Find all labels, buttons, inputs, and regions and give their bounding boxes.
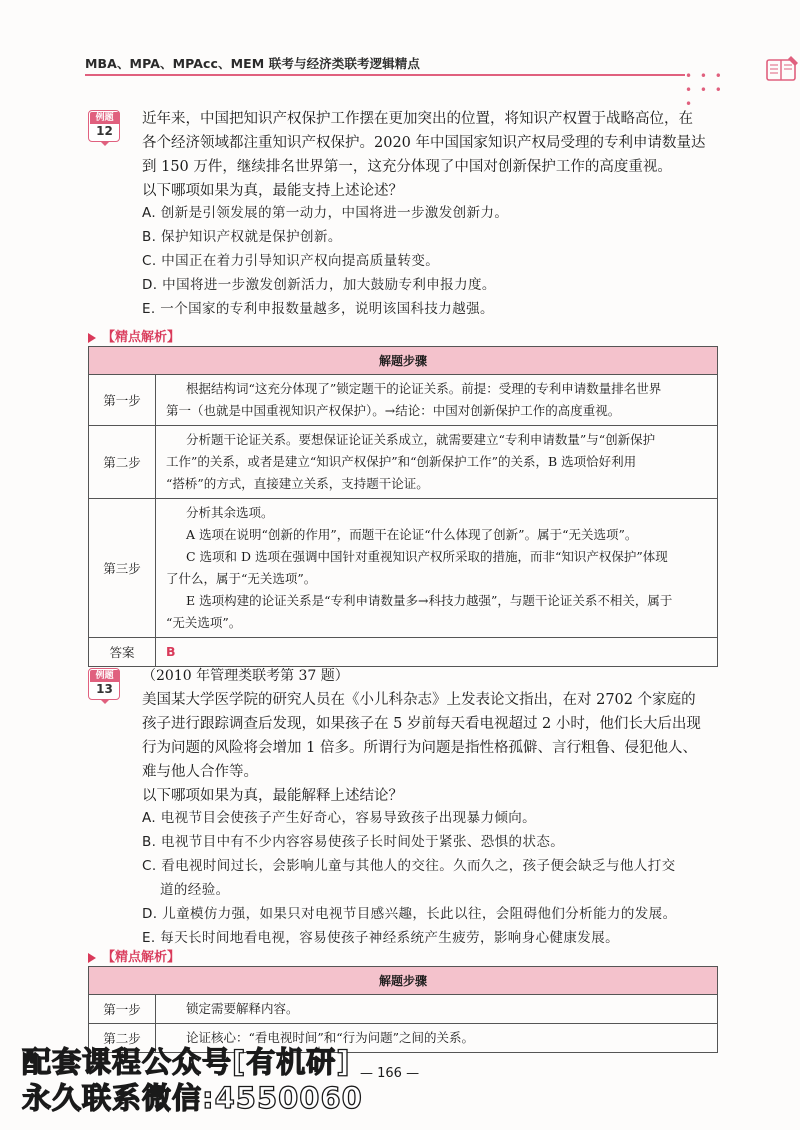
badge-number: 12 — [96, 124, 113, 138]
option-d: D. 中国将进一步激发创新活力，加大鼓励专利申报力度。 — [142, 277, 496, 293]
option-e: E. 一个国家的专利申报数量越多，说明该国科技力越强。 — [142, 301, 494, 317]
step-line: 论证核心：“看电视时间”和“行为问题”之间的关系。 — [186, 1030, 475, 1045]
step-label: 第二步 — [89, 426, 156, 499]
triangle-bullet-icon — [88, 953, 96, 963]
option-c: C. 看电视时间过长，会影响儿童与其他人的交往。久而久之，孩子便会缺乏与他人打交 — [142, 858, 676, 874]
stem-line: 孩子进行跟踪调查后发现，如果孩子在 5 岁前每天看电视超过 2 小时，他们长大后出现 — [142, 716, 701, 732]
step-line: 分析题干论证关系。要想保证论证关系成立，就需要建立“专利申请数量”与“创新保护 — [186, 432, 656, 447]
analysis-label: 【精点解析】 — [102, 330, 181, 345]
table-row — [89, 995, 718, 1024]
badge-label: 例题 — [90, 112, 120, 124]
table-header: 解题步骤 — [89, 967, 718, 995]
example-badge-12 — [88, 110, 122, 144]
q12-analysis-heading — [88, 326, 180, 345]
step-line: C 选项和 D 选项在强调中国针对重视知识产权所采取的措施，而非“知识产权保护”体现 — [186, 549, 668, 564]
triangle-bullet-icon — [88, 333, 96, 343]
book-icon — [765, 56, 799, 82]
badge-tail — [100, 141, 110, 146]
question-prompt: 以下哪项如果为真，最能支持上述论述？ — [142, 183, 403, 199]
answer-cell — [156, 638, 718, 667]
option-a: A. 电视节目会使孩子产生好奇心，容易导致孩子出现暴力倾向。 — [142, 810, 537, 826]
stem-line: 各个经济领域都注重知识产权保护。2020 年中国国家知识产权局受理的专利申请数量达 — [142, 135, 706, 151]
header-dots: • • • • • • • — [685, 69, 724, 111]
badge-tail — [100, 699, 110, 704]
stem-line: 难与他人合作等。 — [142, 764, 258, 780]
step-line: 根据结构词“这充分体现了”锁定题干的论证关系。前提：受理的专利申请数量排名世界 — [186, 381, 662, 396]
question-prompt: 以下哪项如果为真，最能解释上述结论？ — [142, 788, 403, 804]
analysis-label: 【精点解析】 — [102, 950, 181, 965]
option-e: E. 每天长时间地看电视，容易使孩子神经系统产生疲劳，影响身心健康发展。 — [142, 930, 620, 946]
step-content — [156, 426, 718, 499]
table-row — [89, 375, 718, 426]
stem-line: 行为问题的风险将会增加 1 倍多。所谓行为问题是指性格孤僻、言行粗鲁、侵犯他人、 — [142, 740, 697, 756]
stem-line: 到 150 万件，继续排名世界第一，这充分体现了中国对创新保护工作的高度重视。 — [142, 159, 672, 175]
option-b: B. 保护知识产权就是保护创新。 — [142, 229, 342, 245]
step-content — [156, 375, 718, 426]
step-line: 分析其余选项。 — [186, 505, 274, 520]
table-row — [89, 499, 718, 638]
step-content — [156, 499, 718, 638]
option-c-continued: 道的经验。 — [160, 882, 230, 898]
q12-steps-table — [88, 346, 718, 667]
header-title: MBA、MPA、MPAcc、MEM 联考与经济类联考逻辑精点 — [85, 56, 420, 71]
option-a: A. 创新是引领发展的第一动力，中国将进一步激发创新力。 — [142, 205, 509, 221]
step-label: 第三步 — [89, 499, 156, 638]
option-c: C. 中国正在着力引导知识产权向提高质量转变。 — [142, 253, 440, 269]
q13-options — [142, 808, 676, 952]
step-label: 第一步 — [89, 375, 156, 426]
option-b: B. 电视节目中有不少内容容易使孩子长时间处于紧张、恐惧的状态。 — [142, 834, 565, 850]
badge-number: 13 — [96, 682, 113, 696]
step-line: 第一（也就是中国重视知识产权保护）。→结论：中国对创新保护工作的高度重视。 — [166, 403, 621, 418]
step-line: “搭桥”的方式，直接建立关系，支持题干论证。 — [166, 476, 429, 491]
step-content — [156, 995, 718, 1024]
example-badge-13 — [88, 668, 122, 702]
answer-label: 答案 — [89, 638, 156, 667]
page-number: — 166 — — [360, 1066, 420, 1081]
step-label: 第一步 — [89, 995, 156, 1024]
q12-stem — [142, 107, 706, 203]
watermark-line-2: 永久联系微信:4550060 — [22, 1081, 363, 1115]
step-line: 工作”的关系，或者是建立“知识产权保护”和“创新保护工作”的关系，B 选项恰好利用 — [166, 454, 637, 469]
watermark-line-1: 配套课程公众号[有机研] — [22, 1045, 351, 1079]
q12-options — [142, 203, 508, 323]
step-line: E 选项构建的论证关系是“专利申请数量多→科技力越强”，与题干论证关系不相关，属于 — [186, 593, 673, 608]
header-divider — [85, 74, 685, 76]
step-line: 锁定需要解释内容。 — [186, 1001, 299, 1016]
option-d: D. 儿童模仿力强，如果只对电视节目感兴趣，长此以往，会阻碍他们分析能力的发展。 — [142, 906, 677, 922]
page-header — [85, 54, 735, 111]
step-line: A 选项在说明“创新的作用”，而题干在论证“什么体现了创新”。属于“无关选项”。 — [186, 527, 638, 542]
step-label: 第二步 — [89, 1024, 156, 1053]
table-header: 解题步骤 — [89, 347, 718, 375]
answer-value: B — [166, 644, 176, 659]
q13-stem — [142, 688, 701, 808]
step-line: 了什么，属于“无关选项”。 — [166, 571, 317, 586]
stem-line: 美国某大学医学院的研究人员在《小儿科杂志》上发表论文指出，在对 2702 个家庭的 — [142, 692, 696, 708]
table-row — [89, 426, 718, 499]
q13-source: （2010 年管理类联考第 37 题） — [142, 668, 349, 684]
q13-analysis-heading — [88, 946, 180, 965]
badge-label: 例题 — [90, 670, 120, 682]
table-row — [89, 638, 718, 667]
stem-line: 近年来，中国把知识产权保护工作摆在更加突出的位置，将知识产权置于战略高位，在 — [142, 111, 693, 127]
step-line: “无关选项”。 — [166, 615, 242, 630]
